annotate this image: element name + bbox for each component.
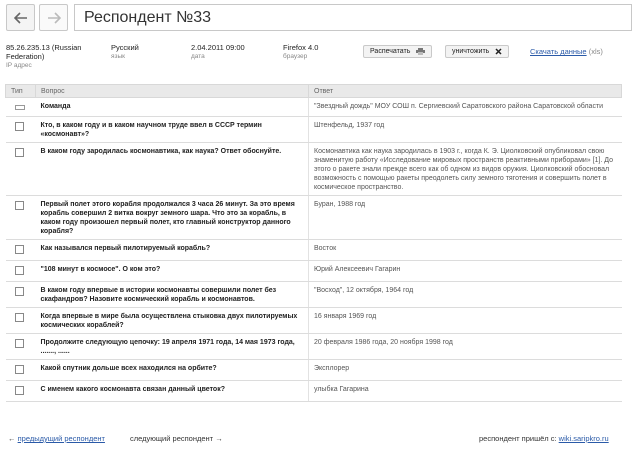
download-ext: (xls) xyxy=(588,47,603,56)
table-row xyxy=(6,334,622,360)
table-row xyxy=(6,282,622,308)
question-cell: Команда xyxy=(36,98,309,117)
printer-icon xyxy=(416,48,425,55)
table-row xyxy=(6,117,622,143)
next-respondent[interactable] xyxy=(130,434,223,443)
header-type: Тип xyxy=(6,85,36,98)
question-cell: Кто, в каком году и в каком научном труде ввел в СССР термин «космонавт»? xyxy=(36,117,309,143)
table-row xyxy=(6,196,622,240)
question-cell: С именем какого космонавта связан данный цветок? xyxy=(36,381,309,402)
row-type-cell xyxy=(6,261,36,282)
lang-info xyxy=(111,43,139,61)
answer-cell: улыбка Гагарина xyxy=(309,381,622,402)
checkbox-type-icon xyxy=(15,365,24,374)
table-row xyxy=(6,261,622,282)
back-button[interactable] xyxy=(6,4,35,31)
table-row xyxy=(6,381,622,402)
page-title: Респондент №33 xyxy=(74,4,632,31)
answers-table xyxy=(5,84,622,402)
source-prefix: респондент пришёл с: xyxy=(479,434,557,443)
answer-cell: Космонавтика как наука зародилась в 1903 г., когда К. Э. Циолковский опубликовал свою знаменитую работу «Исследование мировых пространств реактивными приборами» [1]. До этого о ракете знали прежде всего как об одном из видов оружия. Циолковский обосновал возможность с помощью ракеты преодолеть силу земного тяготения и совершить полет в космическое пространство. xyxy=(309,143,622,196)
row-type-cell xyxy=(6,196,36,240)
answer-cell: Буран, 1988 год xyxy=(309,196,622,240)
table-row xyxy=(6,143,622,196)
ip-info xyxy=(6,43,96,70)
source-link[interactable]: wiki.saripkro.ru xyxy=(558,434,609,443)
prev-respondent[interactable] xyxy=(8,434,105,443)
date-info xyxy=(191,43,245,61)
forward-button[interactable] xyxy=(39,4,68,31)
next-respondent-label[interactable]: следующий респондент xyxy=(130,434,214,443)
question-cell: Как назывался первый пилотируемый корабль? xyxy=(36,240,309,261)
row-type-cell xyxy=(6,117,36,143)
checkbox-type-icon xyxy=(15,266,24,275)
row-type-cell xyxy=(6,360,36,381)
row-type-cell xyxy=(6,282,36,308)
arrow-left-icon: ← xyxy=(8,434,16,443)
date-label: дата xyxy=(191,53,205,60)
question-cell: Когда впервые в мире была осуществлена стыковка двух пилотируемых космических кораблей? xyxy=(36,308,309,334)
delete-button[interactable] xyxy=(445,45,509,58)
checkbox-type-icon xyxy=(15,245,24,254)
table-row xyxy=(6,240,622,261)
header-question: Вопрос xyxy=(36,85,309,98)
date-value: 2.04.2011 09:00 xyxy=(191,43,245,52)
table-row xyxy=(6,360,622,381)
separator-type-icon xyxy=(15,105,25,110)
source-info xyxy=(479,434,609,443)
question-cell: В каком году впервые в истории космонавты совершили полет без скафандров? Назовите космический корабль и космонавтов. xyxy=(36,282,309,308)
question-cell: "108 минут в космосе". О ком это? xyxy=(36,261,309,282)
answer-cell: Эксплорер xyxy=(309,360,622,381)
row-type-cell xyxy=(6,240,36,261)
checkbox-type-icon xyxy=(15,287,24,296)
answer-cell: Юрий Алексеевич Гагарин xyxy=(309,261,622,282)
checkbox-type-icon xyxy=(15,339,24,348)
delete-label: уничтожить xyxy=(452,47,490,55)
row-type-cell xyxy=(6,381,36,402)
close-icon xyxy=(495,48,502,55)
row-type-cell xyxy=(6,98,36,117)
checkbox-type-icon xyxy=(15,201,24,210)
question-cell: В каком году зародилась космонавтика, как наука? Ответ обоснуйте. xyxy=(36,143,309,196)
checkbox-type-icon xyxy=(15,148,24,157)
question-cell: Продолжите следующую цепочку: 19 апреля 1971 года, 14 мая 1973 года, ......., ...... xyxy=(36,334,309,360)
lang-value: Русский xyxy=(111,43,139,52)
table-row xyxy=(6,308,622,334)
answer-cell: Штенфельд, 1937 год xyxy=(309,117,622,143)
answer-cell: Восток xyxy=(309,240,622,261)
ip-label: IP адрес xyxy=(6,62,32,69)
question-cell: Какой спутник дольше всех находился на орбите? xyxy=(36,360,309,381)
question-cell: Первый полет этого корабля продолжался 3 часа 26 минут. За это время корабль совершил 2 витка вокруг земного шара. Что это за корабль, в каком году произошел первый полет, кто главный конструктор данного корабля? xyxy=(36,196,309,240)
row-type-cell xyxy=(6,334,36,360)
answer-cell: 20 февраля 1986 года, 20 ноября 1998 год xyxy=(309,334,622,360)
checkbox-type-icon xyxy=(15,122,24,131)
lang-label: язык xyxy=(111,53,126,60)
table-header-row xyxy=(6,85,622,98)
answer-cell: "Восход", 12 октября, 1964 год xyxy=(309,282,622,308)
checkbox-type-icon xyxy=(15,313,24,322)
download-data xyxy=(530,47,603,56)
print-label: Распечатать xyxy=(370,47,411,55)
table-row xyxy=(6,98,622,117)
prev-respondent-link[interactable]: предыдущий респондент xyxy=(17,434,105,443)
browser-label: браузер xyxy=(283,53,308,60)
answer-cell: 16 января 1969 год xyxy=(309,308,622,334)
checkbox-type-icon xyxy=(15,386,24,395)
download-link[interactable]: Скачать данные xyxy=(530,47,587,56)
ip-value: 85.26.235.13 (Russian Federation) xyxy=(6,43,82,61)
arrow-left-icon xyxy=(14,12,28,24)
header-answer: Ответ xyxy=(309,85,622,98)
arrow-right-icon: → xyxy=(215,434,223,443)
browser-value: Firefox 4.0 xyxy=(283,43,319,52)
row-type-cell xyxy=(6,143,36,196)
arrow-right-icon xyxy=(47,12,61,24)
browser-info xyxy=(283,43,318,61)
top-bar xyxy=(6,4,632,34)
answer-cell: "Звездный дождь" МОУ СОШ п. Сергиевский Саратовского района Саратовской области xyxy=(309,98,622,117)
row-type-cell xyxy=(6,308,36,334)
print-button[interactable] xyxy=(363,45,432,58)
